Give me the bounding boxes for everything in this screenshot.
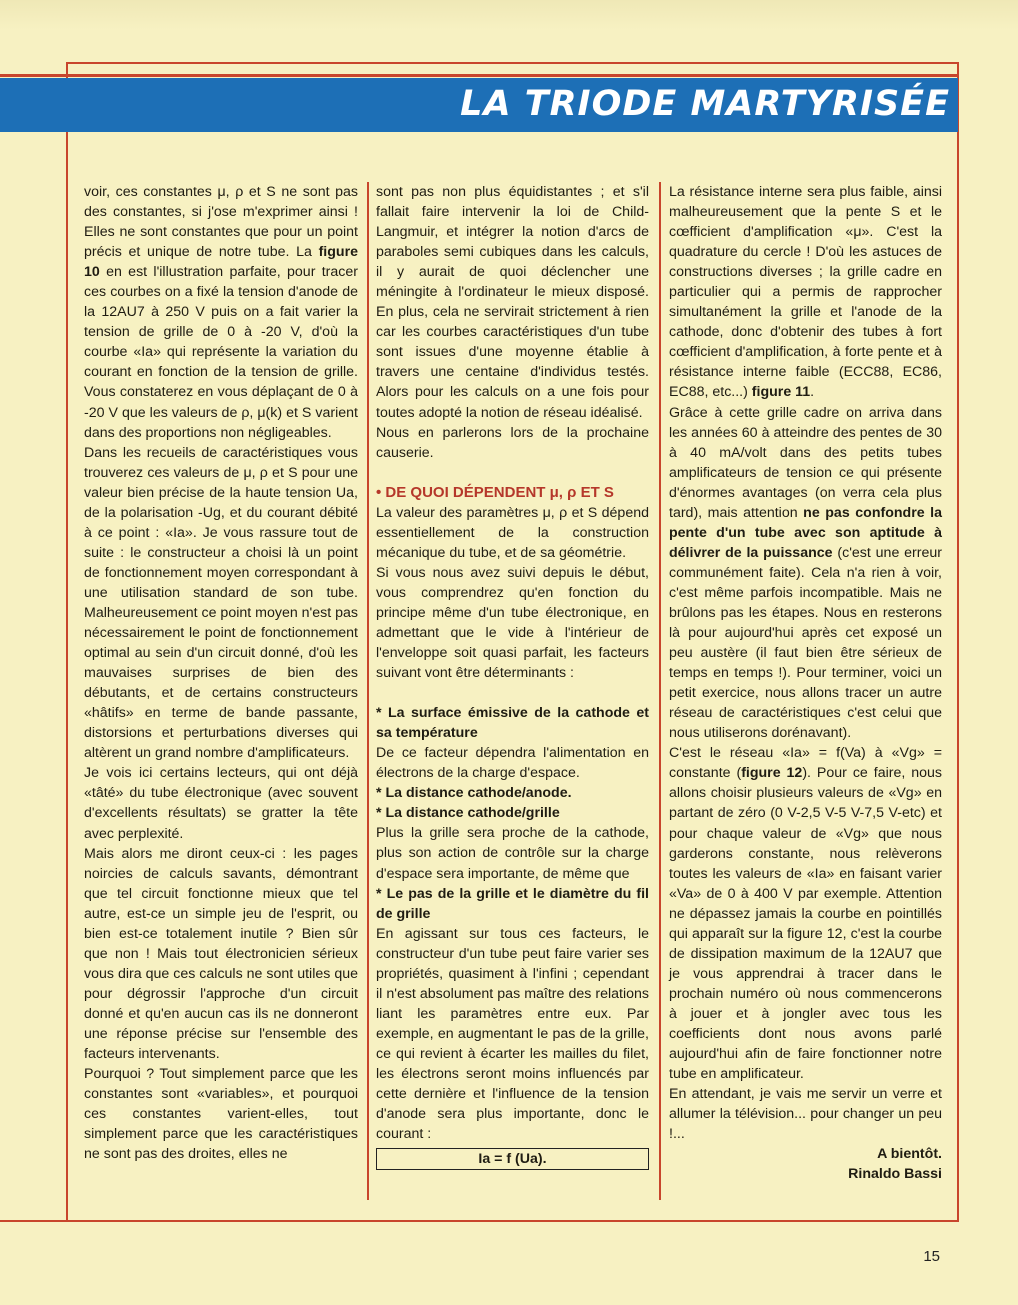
paragraph: Si vous nous avez suivi depuis le début, vous comprendrez qu'en fonction du principe même d'un tube électronique, en admettant que le vide à l'intérieur de l'enveloppe soit quasi parfait, les facteurs suivant vont être déterminants : [376, 564, 649, 682]
figure-ref: figure 11 [751, 384, 811, 401]
paragraph: Mais alors me diront ceux-ci : les pages noircies de calculs savants, démontrant que tel circuit fonctionne mieux que tel autre, est-ce un simple jeu de l'esprit, ou bien est-ce totalement inutile ? Bien sûr que non ! Mais tout électronicien sérieux vous dira que ces calculs ne sont utiles que pour dégrossir l'approche d'un circuit donné et qu'en aucun cas ils ne donneront une réponse précise sur l'ensemble des facteurs intervenants. [84, 845, 358, 1063]
text: C'est le réseau «Ia» = f(Va) à «Vg» = constante ( [669, 745, 942, 782]
page-number: 15 [923, 1248, 940, 1265]
column-2 [376, 182, 649, 1170]
page-title: LA TRIODE MARTYRISÉE [460, 84, 950, 124]
section-heading: • DE QUOI DÉPENDENT μ, ρ ET S [376, 483, 614, 501]
paragraph [669, 403, 942, 744]
text: en est l'illustration parfaite, pour tracer ces courbes on a fixé la tension d'anode de la 12AU7 à 250 V puis on a fait varier la tension de grille de 0 à -20 V, d'où la courbe «Ia» qui représente la variation du courant en fonction de la tension de grille. Vous constaterez en vous déplaçant de 0 à -20 V que les valeurs de ρ, μ(k) et S varient dans des proportions non négligeables. [84, 264, 358, 441]
paragraph: Nous en parlerons lors de la prochaine causerie. [376, 424, 649, 461]
figure-ref: figure 10 [84, 244, 358, 281]
paragraph: Dans les recueils de caractéristiques vous trouverez ces valeurs de μ, ρ et S pour une valeur bien précise de la haute tension Ua, de la polarisation -Ug, et du courant débité à ce point : «Ia». Je vous rassure tout de suite : le constructeur a choisi là un point de fonctionnement moyen correspondant à une utilisation standard de son tube. Malheureusement ce point moyen n'est pas nécessairement le point de fonctionnement optimal au sein d'un circuit donné, d'où les mauvaises surprises de bien des débutants, et de certains constructeurs «hâtifs» en terme de bande passante, distorsions et perturbations diverses qui altèrent un grand nombre d'amplificateurs. [84, 444, 359, 762]
paragraph: La valeur des paramètres μ, ρ et S dépend essentiellement de la construction mécanique du tube, et de sa géométrie. [376, 504, 649, 561]
text: La résistance interne sera plus faible, ainsi malheureusement que la pente S et le cœfficient d'amplification «μ». C'est la quadrature du cercle ! D'où les astuces de constructions diverses ; la grille cadre en particulier qui a permis de rapprocher simultanément la grille et l'anode de la cathode, donc d'obtenir des tubes à fort cœfficient d'amplification, à forte pente et à résistance interne faible (ECC88, EC86, EC88, etc...) [669, 184, 942, 401]
text: . [810, 384, 815, 401]
paragraph [84, 182, 358, 443]
column-separator [367, 182, 369, 1200]
subheading: * La distance cathode/anode. [376, 785, 572, 802]
paragraph: Je vois ici certains lecteurs, qui ont déjà «tâté» du tube électronique (avec souvent d'excellents résultats) se gratter la tête avec perplexité. [84, 765, 358, 842]
formula-box: Ia = f (Ua). [376, 1148, 649, 1170]
text: Grâce à cette grille cadre on arriva dans les années 60 à atteindre des pentes de 30 à 40 mA/volt dans des petits tubes amplificateurs de tension ce qui présente d'énormes avantages (on verra cela plus tard), mais attention [669, 404, 942, 521]
paragraph: Pourquoi ? Tout simplement parce que les constantes sont «variables», et pourquoi ces constantes varient-elles, tout simplement parce que les caractéristiques ne sont pas des droites, elles ne [84, 1066, 358, 1163]
spacer [376, 683, 649, 703]
figure-ref: figure 12 [741, 765, 803, 782]
paragraph [669, 182, 942, 403]
author-name: Rinaldo Bassi [848, 1166, 942, 1183]
text: ). Pour ce faire, nous allons choisir plusieurs valeurs de «Vg» en partant de zéro (0 V-2,5 V-5 V-7,5 V-etc) et pour chaque valeur de «Vg» que nous garderons constante, nous relèverons toutes les valeurs de «Ia» en faisant varier «Va» de 0 à 400 V par exemple. Attention ne dépassez jamais la courbe en pointillés qui apparaît sur la figure 12, c'est la courbe de dissipation maximum de la 12AU7 que je vous apprendrai à tracer dans le prochain numéro où nous commencerons à jouer et à jongler avec tous les coefficients dont nous avons parlé aujourd'hui afin de faire fonctionner notre tube en amplificateur. [669, 765, 942, 1083]
subheading: * Le pas de la grille et le diamètre du fil de grille [376, 885, 649, 922]
page-top-edge [0, 0, 1018, 30]
paragraph: En attendant, je vais me servir un verre et allumer la télévision... pour changer un peu !... [669, 1086, 942, 1143]
paragraph [669, 743, 942, 1084]
signoff: A bientôt. [877, 1146, 942, 1163]
subheading: * La distance cathode/grille [376, 805, 560, 822]
column-separator [659, 182, 661, 1200]
paragraph: sont pas non plus équidistantes ; et s'il fallait faire intervenir la loi de Child-Langmuir, et intégrer la notion d'arcs de paraboles semi cubiques dans les calculs, il y aurait de quoi déclencher une méningite à l'ordinateur le mieux disposé. En plus, cela ne servirait strictement à rien car les courbes caractéristiques d'un tube sont issues d'une moyenne établie à travers une centaine d'individus testés. Alors pour les calculs on a une fois pour toutes adopté la notion de réseau idéalisé. [376, 184, 649, 421]
paragraph: Plus la grille sera proche de la cathode, plus son action de contrôle sur la charge d'espace sera importante, de même que [376, 825, 649, 882]
banner-rule [0, 74, 958, 77]
bottom-left-rule [0, 1220, 70, 1222]
column-3 [669, 182, 942, 1184]
text: voir, ces constantes μ, ρ et S ne sont pas des constantes, si j'ose m'exprimer ainsi ! Elles ne sont constantes que pour un point précis et unique de notre tube. La [84, 184, 358, 261]
emphasis: ne pas confondre la pente d'un tube avec son aptitude à délivrer de la puissance [669, 504, 942, 561]
text: (c'est une erreur communément faite). Cela n'a rien à voir, c'est même parfois incompatible. Mais ne brûlons pas les étapes. Nous en resterons là pour aujourd'hui après cet exposé un peu austère (il faut bien être sérieux de temps en temps !). Pour terminer, voici un petit exercice, nous allons tracer un autre réseau de caractéristiques c'est celui que nous utiliserons dorénavant). [669, 544, 943, 742]
subheading: * La surface émissive de la cathode et sa température [376, 705, 649, 742]
paragraph: De ce facteur dépendra l'alimentation en électrons de la charge d'espace. [376, 745, 649, 782]
column-1 [84, 182, 358, 1164]
paragraph: En agissant sur tous ces facteurs, le constructeur d'un tube peut faire varier ses propriétés, quasiment à l'infini ; cependant il n'est absolument pas maître des relations liant les paramètres entre eux. Par exemple, en augmentant le pas de la grille, ce qui revient à écarter les mailles du filet, les électrons seront moins influencés par cette dernière et l'influence de la tension d'anode sera plus importante, donc le courant : [376, 925, 649, 1143]
